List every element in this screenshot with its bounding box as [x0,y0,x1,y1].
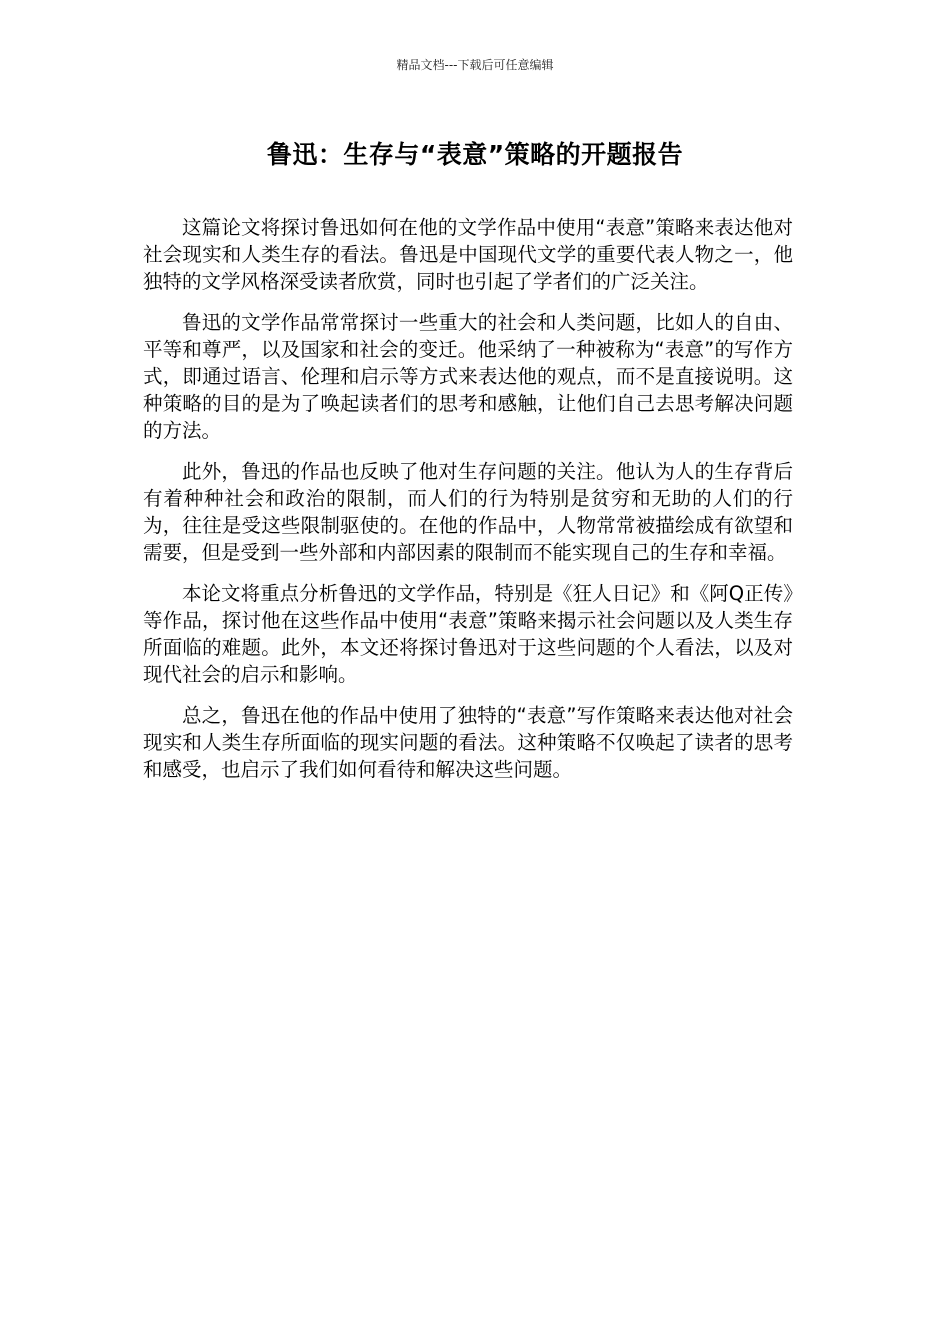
paragraph-4: 本论文将重点分析鲁迅的文学作品，特别是《狂人日记》和《阿Q正传》等作品，探讨他在这些作品中使用“表意”策略来揭示社会问题以及人类生存所面临的难题。此外，本文还将探讨鲁迅对于这些问题的个人看法，以及对现代社会的启示和影响。 [143,582,793,686]
paragraph-2: 鲁迅的文学作品常常探讨一些重大的社会和人类问题，比如人的自由、平等和尊严，以及国家和社会的变迁。他采纳了一种被称为“表意”的写作方式，即通过语言、伦理和启示等方式来表达他的观点，而不是直接说明。这种策略的目的是为了唤起读者们的思考和感触，让他们自己去思考解决问题的方法。 [143,311,793,442]
document-body [143,214,793,797]
paragraph-3: 此外，鲁迅的作品也反映了他对生存问题的关注。他认为人的生存背后有着种种社会和政治的限制，而人们的行为特别是贫穷和无助的人们的行为，往往是受这些限制驱使的。在他的作品中，人物常常被描绘成有欲望和需要，但是受到一些外部和内部因素的限制而不能实现自己的生存和幸福。 [143,460,793,564]
paragraph-1: 这篇论文将探讨鲁迅如何在他的文学作品中使用“表意”策略来表达他对社会现实和人类生存的看法。鲁迅是中国现代文学的重要代表人物之一，他独特的文学风格深受读者欣赏，同时也引起了学者们的广泛关注。 [143,216,793,293]
paragraph-5: 总之，鲁迅在他的作品中使用了独特的“表意”写作策略来表达他对社会现实和人类生存所面临的现实问题的看法。这种策略不仅唤起了读者的思考和感受，也启示了我们如何看待和解决这些问题。 [143,704,793,781]
document-title: 鲁迅：生存与“表意”策略的开题报告 [266,140,684,169]
page-header: 精品文档---下载后可任意编辑 [396,58,554,72]
